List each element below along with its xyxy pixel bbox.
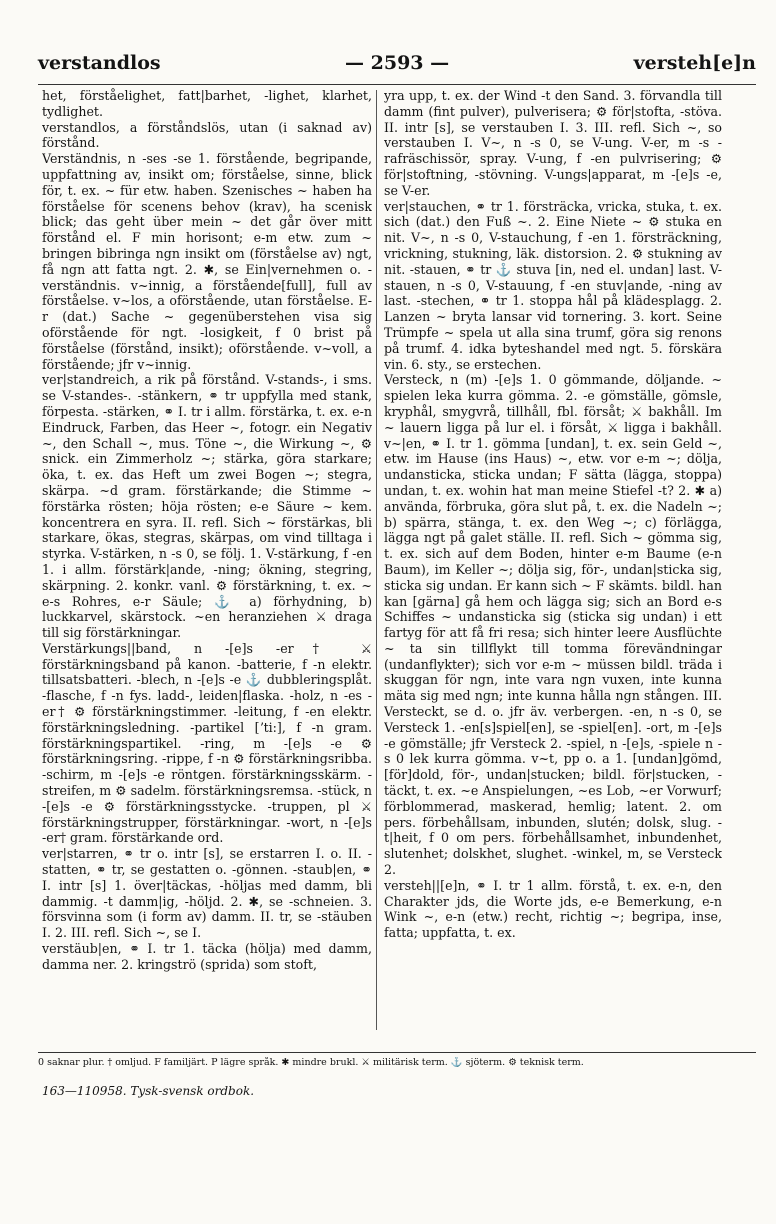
header-first-word: verstandlos	[38, 52, 161, 74]
entry-paragraph: ver|stauchen, ⚭ tr 1. försträcka, vricka, stuka, t. ex. sich (dat.) den Fuß ~. 2. Eine Niete ~ ⚙ stuka en nit. V~, n -s 0, V-stauchung, f -en 1. försträckning, vrickning, stukning, läk. distorsion. 2. ⚙ stukning av nit. -stauen, ⚭ tr ⚓ stuva [in, ned el. undan] last. V-stauen, n -s 0, V-stauung, f -en stuv|ande, -ning av last. -stechen, ⚭ tr 1. stoppa hål på klädesplagg. 2. Lanzen ~ bryta lansar vid tornering. 3. kort. Seine Trümpfe ~ spela ut alla sina trumf, göra sig renons på trumf. 4. idka byteshandel med ngt. 5. förskära vin. 6. sty., se erstechen.	[384, 198, 722, 372]
running-header	[38, 52, 756, 78]
entry-paragraph: Versteck, n (m) -[e]s 1. 0 gömmande, döljande. ~ spielen leka kurra gömma. 2. -e gömställe, gömsle, kryphål, smygvrå, tillhåll, fbl. försåt; ⚔ bakhåll. Im ~ lauern ligga på lur el. i försåt, ⚔ ligga i bakhåll. v~|en, ⚭ I. tr 1. gömma [undan], t. ex. sein Geld ~, etw. im Hause (ins Haus) ~, etw. vor e-m ~; dölja, undansticka, sticka undan; F sätta (lägga, stoppa) undan, t. ex. wohin hat man meine Stiefel -t? 2. ✱ a) använda, förbruka, göra slut på, t. ex. die Nadeln ~; b) spärra, stänga, t. ex. den Weg ~; c) förlägga, lägga ngt på galet ställe. II. refl. Sich ~ gömma sig, t. ex. sich auf dem Boden, hinter e-m Baume (e-n Baum), im Keller ~; dölja sig, för-, undan|sticka sig, sticka sig undan. Er kann sich ~ F skämts. bildl. han kan [gärna] gå hem och lägga sig; sich an Bord e-s Schiffes ~ undansticka sig (sticka sig undan) i ett fartyg för att få fri resa; sich hinter leere Ausflüchte ~ ta sin tillflykt till tomma förevändningar (undanflykter); sich vor e-m ~ müssen bildl. träda i skuggan för ngn, inte vara ngn vuxen, inte kunna mäta sig med ngn; inte kunna hålla ngn stången. III. Versteckt, se d. o. jfr äv. verbergen. -en, n -s 0, se Versteck 1. -en[s]spiel[en], se -spiel[en]. -ort, m -[e]s -e gömställe; jfr Versteck 2. -spiel, n -[e]s, -spiele n -s 0 lek kurra gömma. v~t, pp o. a 1. [undan]gömd, [för]dold, för-, undan|stucken; bildl. för|stucken, -täckt, t. ex. ~e Anspielungen, ~es Lob, ~er Vorwurf; förblommerad, maskerad, hemlig; latent. 2. om pers. förbehållsam, inbunden, slutén; dolsk, slug. -t|heit, f 0 om pers. förbehållsamhet, inbundenhet, slutenhet; dolskhet, slughet. -winkel, m, se Versteck 2.	[384, 372, 722, 878]
header-last-word: versteh[e]n	[633, 52, 756, 74]
header-rule	[38, 84, 756, 85]
abbreviation-legend: 0 saknar plur. † omljud. F familjärt. P lägre språk. ✱ mindre brukl. ⚔ militärisk term. ⚓ sjöterm. ⚙ teknisk term.	[38, 1057, 584, 1068]
printer-imprint: 163—110958. Tysk-svensk ordbok.	[42, 1084, 255, 1098]
right-column	[384, 88, 722, 1028]
entry-paragraph: yra upp, t. ex. der Wind -t den Sand. 3. förvandla till damm (fint pulver), pulverisera; ⚙ för|stofta, -stöva. II. intr [s], se verstauben I. 3. III. refl. Sich ~, so verstauben I. V~, n -s 0, se V-ung. V-er, m -s - rafräschissör, spray. V-ung, f -en pulvrisering; ⚙ för|stoftning, -stövning. V-ungs|apparat, m -[e]s -e, se V-er.	[384, 88, 722, 198]
entry-paragraph: ver|standreich, a rik på förstånd. V-stands-, i sms. se V-standes-. -stänkern, ⚭ tr uppfylla med stank, förpesta. -stärken, ⚭ I. tr i allm. förstärka, t. ex. e-n Eindruck, Farben, das Heer ~, fotogr. ein Negativ ~, den Schall ~, mus. Töne ~, die Wirkung ~, ⚙ snick. ein Zimmerholz ~; stärka, göra starkare; öka, t. ex. das Heft um zwei Bogen ~; stegra, skärpa. ~d gram. förstärkande; die Stimme ~ förstärka rösten; höja rösten; e-e Säure ~ kem. koncentrera en syra. II. refl. Sich ~ förstärkas, bli starkare, ökas, stegras, skärpas, om vind tilltaga i styrka. V-stärken, n -s 0, se följ. 1. V-stärkung, f -en 1. i allm. förstärk|ande, -ning; ökning, stegring, skärpning. 2. konkr. vanl. ⚙ förstärkning, t. ex. ~ e-s Rohres, e-r Säule; ⚓ a) förhydning, b) luckkarvel, skärstock. ~en heranziehen ⚔ draga till sig förstärkningar.	[42, 372, 372, 641]
entry-paragraph: Verstärkungs||band, n -[e]s -er† ⚔ förstärkningsband på kanon. -batterie, f -n elektr. tillsatsbatteri. -blech, n -[e]s -e ⚓ dubbleringsplåt. -flasche, f -n fys. ladd-, leiden|flaska. -holz, n -es -er† ⚙ förstärkningstimmer. -leitung, f -en elektr. förstärkningsledning. -partikel [ʼti:], f -n gram. förstärkningspartikel. -ring, m -[e]s -e ⚙ förstärkningsring. -rippe, f -n ⚙ förstärkningsribba. -schirm, m -[e]s -e röntgen. förstärkningsskärm. -streifen, m ⚙ sadelm. förstärkningsremsa. -stück, n -[e]s -e ⚙ förstärkningsstycke. -truppen, pl ⚔ förstärkningstrupper, förstärkningar. -wort, n -[e]s -er† gram. förstärkande ord.	[42, 640, 372, 846]
entry-paragraph: verstäub|en, ⚭ I. tr 1. täcka (hölja) med damm, damma ner. 2. kringströ (sprida) som stoft,	[42, 941, 372, 972]
entry-paragraph: verstandlos, a förståndslös, utan (i saknad av) förstånd.	[42, 119, 372, 151]
column-divider	[376, 90, 377, 1030]
entry-paragraph: Verständnis, n -ses -se 1. förstående, begripande, uppfattning av, insikt om; förståelse, sinne, blick för, t. ex. ~ für etw. haben. Szenisches ~ haben ha förståelse för scenens behov (krav), ha scenisk blick; das geht über mein ~ det går över mitt förstånd el. F min horisont; e-m etw. zum ~ bringen bibringa ngn insikt om (förståelse av) ngt, få ngn att fatta ngt. 2. ✱, se Ein|vernehmen o. -verständnis. v~innig, a förstående[full], full av förståelse. v~los, a oförstående, utan förståelse. E-r (dat.) Sache ~ gegenüberstehen visa sig oförstående för ngt. -losigkeit, f 0 brist på förståelse (förstånd, insikt); oförstående. v~voll, a förstående; jfr v~innig.	[42, 151, 372, 372]
left-column	[42, 88, 372, 1028]
entry-paragraph: het, förståelighet, fatt|barhet, -lighet, klarhet, tydlighet.	[42, 88, 372, 119]
page-number: — 2593 —	[345, 52, 450, 74]
entry-paragraph: versteh||[e]n, ⚭ I. tr 1 allm. förstå, t. ex. e-n, den Charakter jds, die Worte jds, e-e Bemerkung, e-n Wink ~, e-n (etw.) recht, richtig ~; begripa, inse, fatta; uppfatta, t. ex.	[384, 877, 722, 941]
footer-rule	[38, 1052, 756, 1053]
entry-paragraph: ver|starren, ⚭ tr o. intr [s], se erstarren I. o. II. -statten, ⚭ tr, se gestatten o. -gönnen. -staub|en, ⚭ I. intr [s] 1. över|täckas, -höljas med damm, bli dammig. -t damm|ig, -höljd. 2. ✱, se -schneien. 3. försvinna som (i form av) damm. II. tr, se -stäuben I. 2. III. refl. Sich ~, se I.	[42, 846, 372, 941]
